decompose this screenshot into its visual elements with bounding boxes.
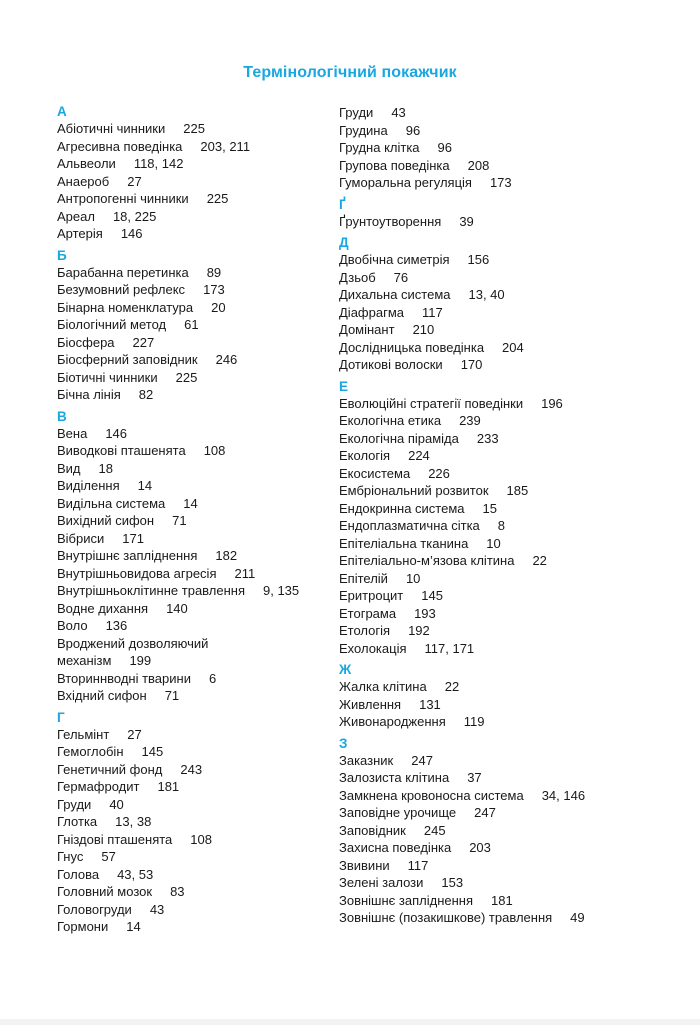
index-entry (339, 269, 639, 287)
index-term: Домінант (339, 322, 395, 337)
index-entry (57, 652, 335, 670)
index-term: Вроджений дозволяючий (57, 635, 209, 651)
index-term: Абіотичні чинники (57, 121, 166, 136)
index-pages: 145 (421, 588, 443, 603)
index-entry (57, 225, 335, 243)
index-term: Біосфера (57, 334, 115, 350)
index-entry (57, 442, 335, 460)
index-term: Живлення (339, 696, 402, 712)
index-entry (339, 412, 639, 430)
index-term: Агресивна поведінка (57, 138, 183, 154)
index-pages: 71 (172, 513, 187, 528)
index-term: Вториннводні тварини (57, 670, 191, 686)
index-pages: 18 (98, 460, 113, 476)
index-pages: 108 (190, 831, 212, 847)
index-entry (57, 512, 335, 530)
index-entry (339, 874, 639, 892)
index-entry (57, 351, 335, 369)
index-term: Біологічний метод (57, 317, 167, 332)
index-entry (339, 339, 639, 357)
index-entry (339, 857, 639, 875)
index-term: Дослідницька поведінка (339, 339, 485, 355)
index-entry (57, 299, 335, 317)
index-entry (57, 901, 335, 919)
index-term: Барабанна перетинка (57, 264, 189, 280)
index-pages: 89 (206, 264, 222, 280)
index-term: Антропогенні чинники (57, 191, 189, 206)
index-term: Вид (57, 460, 81, 476)
index-pages: 136 (105, 618, 128, 633)
index-term: Водне дихання (57, 600, 149, 616)
index-term: Дзьоб (339, 269, 376, 285)
index-pages: 225 (206, 191, 229, 206)
index-term: Жалка клітина (339, 679, 427, 694)
index-entry (339, 678, 639, 696)
index-pages: 8 (497, 518, 506, 533)
index-entry (57, 264, 335, 282)
index-entry (57, 761, 335, 779)
index-term: Вихідний сифон (57, 513, 155, 528)
index-pages: 14 (183, 495, 198, 511)
index-entry (57, 883, 335, 901)
index-term: Ембріональний розвиток (339, 483, 489, 498)
index-term: Зелені залози (339, 875, 424, 890)
section-letter: А (57, 104, 67, 119)
index-term: Двобічна симетрія (339, 252, 450, 267)
index-term: Анаероб (57, 173, 110, 189)
index-term: Етологія (339, 623, 391, 638)
index-pages: 76 (393, 269, 409, 285)
index-term: Епітеліальна тканина (339, 535, 469, 551)
index-pages: 145 (141, 744, 164, 759)
index-pages: 43, 53 (117, 866, 154, 882)
section-letter: Е (339, 378, 349, 394)
index-term: Внутрішньовидова агресія (57, 565, 217, 581)
index-term: Бічна лінія (57, 387, 121, 402)
index-term: Звивини (339, 857, 390, 873)
index-term: Екологія (339, 448, 391, 463)
index-term: Гормони (57, 919, 109, 934)
index-entry (339, 104, 639, 122)
index-entry (57, 831, 335, 849)
index-pages: 247 (474, 805, 496, 820)
index-entry (339, 465, 639, 483)
index-term: Гельмінт (57, 726, 110, 742)
section-letter: Д (339, 235, 349, 250)
index-term: Бінарна номенклатура (57, 299, 194, 315)
index-entry (339, 122, 639, 140)
index-term: Еритроцит (339, 588, 404, 603)
index-pages: 181 (491, 892, 513, 908)
index-entry (57, 635, 335, 653)
index-entry (57, 369, 335, 387)
index-pages: 18, 225 (112, 208, 157, 224)
index-pages: 131 (419, 696, 441, 712)
index-pages: 22 (444, 679, 460, 694)
index-entry (339, 622, 639, 640)
index-term: Дихальна система (339, 287, 451, 302)
index-term: Видільна система (57, 495, 166, 511)
index-pages: 37 (467, 770, 482, 785)
section-letter: Г (57, 709, 65, 725)
index-entry (339, 752, 639, 770)
index-pages: 225 (175, 369, 198, 385)
index-pages: 108 (203, 443, 226, 458)
index-pages: 246 (215, 352, 238, 367)
index-entry (57, 600, 335, 618)
index-pages: 171 (122, 530, 144, 546)
index-pages: 27 (127, 726, 142, 742)
index-term: Воло (57, 618, 88, 633)
index-column-right (339, 104, 639, 927)
index-entry (339, 430, 639, 448)
index-entry (339, 157, 639, 175)
index-term: Дотикові волоски (339, 357, 443, 372)
index-pages: 243 (180, 761, 203, 777)
index-entry (57, 386, 335, 404)
index-pages: 34, 146 (541, 787, 586, 803)
index-pages: 39 (459, 213, 474, 229)
index-pages: 6 (208, 670, 217, 686)
index-term: Етограма (339, 605, 397, 621)
index-pages: 10 (405, 570, 421, 586)
index-entry (339, 251, 639, 269)
index-entry (57, 565, 335, 583)
index-term: Ендокринна система (339, 500, 465, 516)
index-pages: 14 (126, 919, 141, 934)
index-term: Альвеоли (57, 156, 116, 171)
index-term: Діафрагма (339, 304, 404, 320)
index-term: Головний мозок (57, 884, 153, 899)
index-entry (339, 286, 639, 304)
index-entry (57, 281, 335, 299)
index-term: Гемоглобін (57, 744, 124, 759)
index-entry (57, 138, 335, 156)
index-pages: 10 (486, 535, 501, 551)
index-term: Головогруди (57, 901, 132, 917)
index-pages: 193 (414, 605, 436, 621)
index-pages: 57 (101, 849, 116, 864)
index-term: Екосистема (339, 465, 411, 481)
index-pages: 13, 38 (115, 814, 152, 829)
index-pages: 96 (405, 122, 421, 138)
index-entry (57, 316, 335, 334)
index-term: Епітеліально-м’язова клітина (339, 553, 515, 568)
index-entry (339, 640, 639, 658)
index-term: Вібриси (57, 530, 105, 546)
index-pages: 22 (532, 553, 547, 568)
index-pages: 119 (463, 714, 485, 729)
index-entry (57, 334, 335, 352)
index-pages: 40 (109, 796, 124, 812)
index-pages: 82 (138, 387, 154, 402)
index-pages: 43 (391, 105, 406, 120)
index-pages: 15 (482, 500, 497, 516)
index-entry (339, 304, 639, 322)
index-term: Епітелій (339, 570, 388, 586)
index-pages: 203 (469, 840, 491, 855)
index-pages: 226 (428, 465, 450, 481)
index-pages: 117, 171 (424, 640, 475, 656)
index-pages: 192 (408, 623, 430, 638)
index-pages: 43 (149, 901, 165, 917)
index-term: Гуморальна регуляція (339, 175, 472, 190)
index-entry (339, 587, 639, 605)
index-entry (339, 535, 639, 553)
index-pages: 233 (476, 430, 499, 446)
section-letter: З (339, 735, 348, 751)
index-pages: 156 (467, 252, 490, 267)
index-term: Живонародження (339, 714, 446, 729)
index-entry (339, 517, 639, 535)
index-entry (339, 713, 639, 731)
index-pages: 224 (408, 448, 430, 463)
section-letter: В (57, 408, 67, 424)
index-entry (339, 500, 639, 518)
index-term: механізм (57, 653, 112, 668)
index-term: Зовнішнє запліднення (339, 892, 474, 908)
index-entry (339, 174, 639, 192)
index-pages: 245 (423, 822, 446, 838)
index-term: Ендоплазматична сітка (339, 518, 480, 533)
index-entry (57, 460, 335, 478)
index-pages: 203, 211 (200, 138, 251, 154)
index-entry (57, 687, 335, 705)
index-pages: 210 (412, 322, 435, 337)
page-edge (0, 1019, 700, 1025)
index-entry (57, 530, 335, 548)
index-column-left (57, 104, 335, 936)
index-pages: 27 (127, 173, 142, 189)
index-pages: 14 (137, 478, 153, 493)
index-term: Зовнішнє (позакишкове) травлення (339, 910, 553, 925)
section-letter: Ж (339, 662, 352, 677)
index-term: Груди (339, 105, 374, 120)
index-term: Заповідне урочище (339, 805, 457, 820)
index-entry (339, 213, 639, 231)
index-entry (57, 796, 335, 814)
index-term: Внутрішньоклітинне травлення (57, 583, 245, 598)
index-entry (339, 909, 639, 927)
index-entry (339, 892, 639, 910)
index-entry (57, 617, 335, 635)
index-entry (339, 696, 639, 714)
index-term: Вена (57, 425, 88, 441)
index-pages: 117 (422, 304, 443, 320)
index-entry (57, 173, 335, 191)
index-term: Замкнена кровоносна система (339, 787, 524, 803)
index-entry (339, 605, 639, 623)
index-entry (57, 120, 335, 138)
index-term: Глотка (57, 814, 98, 829)
index-term: Грудина (339, 122, 388, 138)
index-term: Ехолокація (339, 640, 407, 656)
index-term: Захисна поведінка (339, 840, 452, 855)
index-pages: 146 (120, 226, 143, 241)
section-letter: Ґ (339, 196, 346, 212)
index-entry (339, 822, 639, 840)
index-term: Виводкові пташенята (57, 443, 186, 458)
index-term: Біосферний заповідник (57, 352, 198, 367)
index-entry (339, 356, 639, 374)
index-entry (57, 547, 335, 565)
index-term: Генетичний фонд (57, 761, 163, 777)
index-pages: 173 (203, 282, 225, 297)
index-entry (57, 848, 335, 866)
index-pages: 196 (541, 395, 563, 411)
index-term: Гермафродит (57, 779, 140, 794)
index-pages: 182 (215, 548, 238, 563)
index-entry (339, 570, 639, 588)
index-pages: 140 (166, 600, 188, 616)
index-term: Артерія (57, 226, 103, 241)
index-term: Ґрунтоутворення (339, 213, 442, 229)
index-pages: 204 (502, 339, 524, 355)
index-term: Гнус (57, 849, 84, 864)
index-term: Еволюційні стратегії поведінки (339, 395, 524, 411)
index-entry (339, 787, 639, 805)
index-term: Заповідник (339, 822, 406, 838)
index-pages: 96 (437, 140, 453, 155)
index-entry (57, 778, 335, 796)
index-pages: 239 (459, 413, 481, 428)
index-entry (57, 743, 335, 761)
index-pages: 9, 135 (263, 583, 300, 598)
index-pages: 49 (570, 910, 585, 925)
index-pages: 247 (411, 752, 433, 768)
index-pages: 83 (170, 884, 185, 899)
index-entry (57, 726, 335, 744)
index-pages: 170 (460, 357, 483, 372)
index-entry (57, 477, 335, 495)
index-term: Ареал (57, 208, 95, 224)
index-pages: 211 (234, 565, 256, 581)
index-entry (339, 804, 639, 822)
index-term: Екологічна піраміда (339, 430, 459, 446)
index-pages: 153 (441, 875, 464, 890)
index-pages: 71 (164, 688, 180, 703)
index-term: Виділення (57, 478, 120, 493)
index-entry (57, 190, 335, 208)
index-pages: 208 (467, 157, 490, 173)
index-term: Гніздові пташенята (57, 831, 173, 847)
index-entry (57, 813, 335, 831)
index-term: Біотичні чинники (57, 369, 158, 385)
index-entry (339, 139, 639, 157)
index-term: Голова (57, 866, 100, 882)
index-entry (339, 395, 639, 413)
index-pages: 117 (407, 857, 429, 873)
index-entry (57, 425, 335, 443)
index-entry (57, 582, 335, 600)
index-entry (57, 918, 335, 936)
index-term: Внутрішнє запліднення (57, 548, 198, 563)
index-term: Груди (57, 796, 92, 812)
index-pages: 173 (489, 175, 512, 190)
index-term: Екологічна етика (339, 413, 442, 428)
index-entry (57, 208, 335, 226)
index-entry (339, 769, 639, 787)
index-pages: 20 (211, 299, 226, 315)
index-entry (339, 321, 639, 339)
index-entry (57, 495, 335, 513)
page-title: Термінологічний покажчик (243, 64, 457, 81)
index-pages: 227 (132, 334, 155, 350)
index-entry (339, 482, 639, 500)
index-entry (339, 552, 639, 570)
index-pages: 118, 142 (133, 156, 184, 171)
index-term: Вхідний сифон (57, 688, 147, 703)
index-term: Залозиста клітина (339, 770, 450, 785)
index-pages: 225 (183, 121, 205, 136)
section-letter: Б (57, 247, 67, 263)
index-pages: 13, 40 (468, 287, 505, 302)
index-entry (57, 155, 335, 173)
index-term: Заказник (339, 752, 394, 768)
index-pages: 146 (105, 425, 128, 441)
index-entry (57, 670, 335, 688)
index-term: Безумовний рефлекс (57, 282, 186, 297)
index-term: Групова поведінка (339, 157, 450, 173)
index-term: Грудна клітка (339, 140, 420, 155)
index-entry (57, 866, 335, 884)
index-pages: 199 (129, 653, 152, 668)
index-pages: 61 (184, 317, 199, 332)
index-entry (339, 839, 639, 857)
index-entry (339, 447, 639, 465)
index-pages: 185 (506, 483, 529, 498)
index-pages: 181 (157, 779, 180, 794)
